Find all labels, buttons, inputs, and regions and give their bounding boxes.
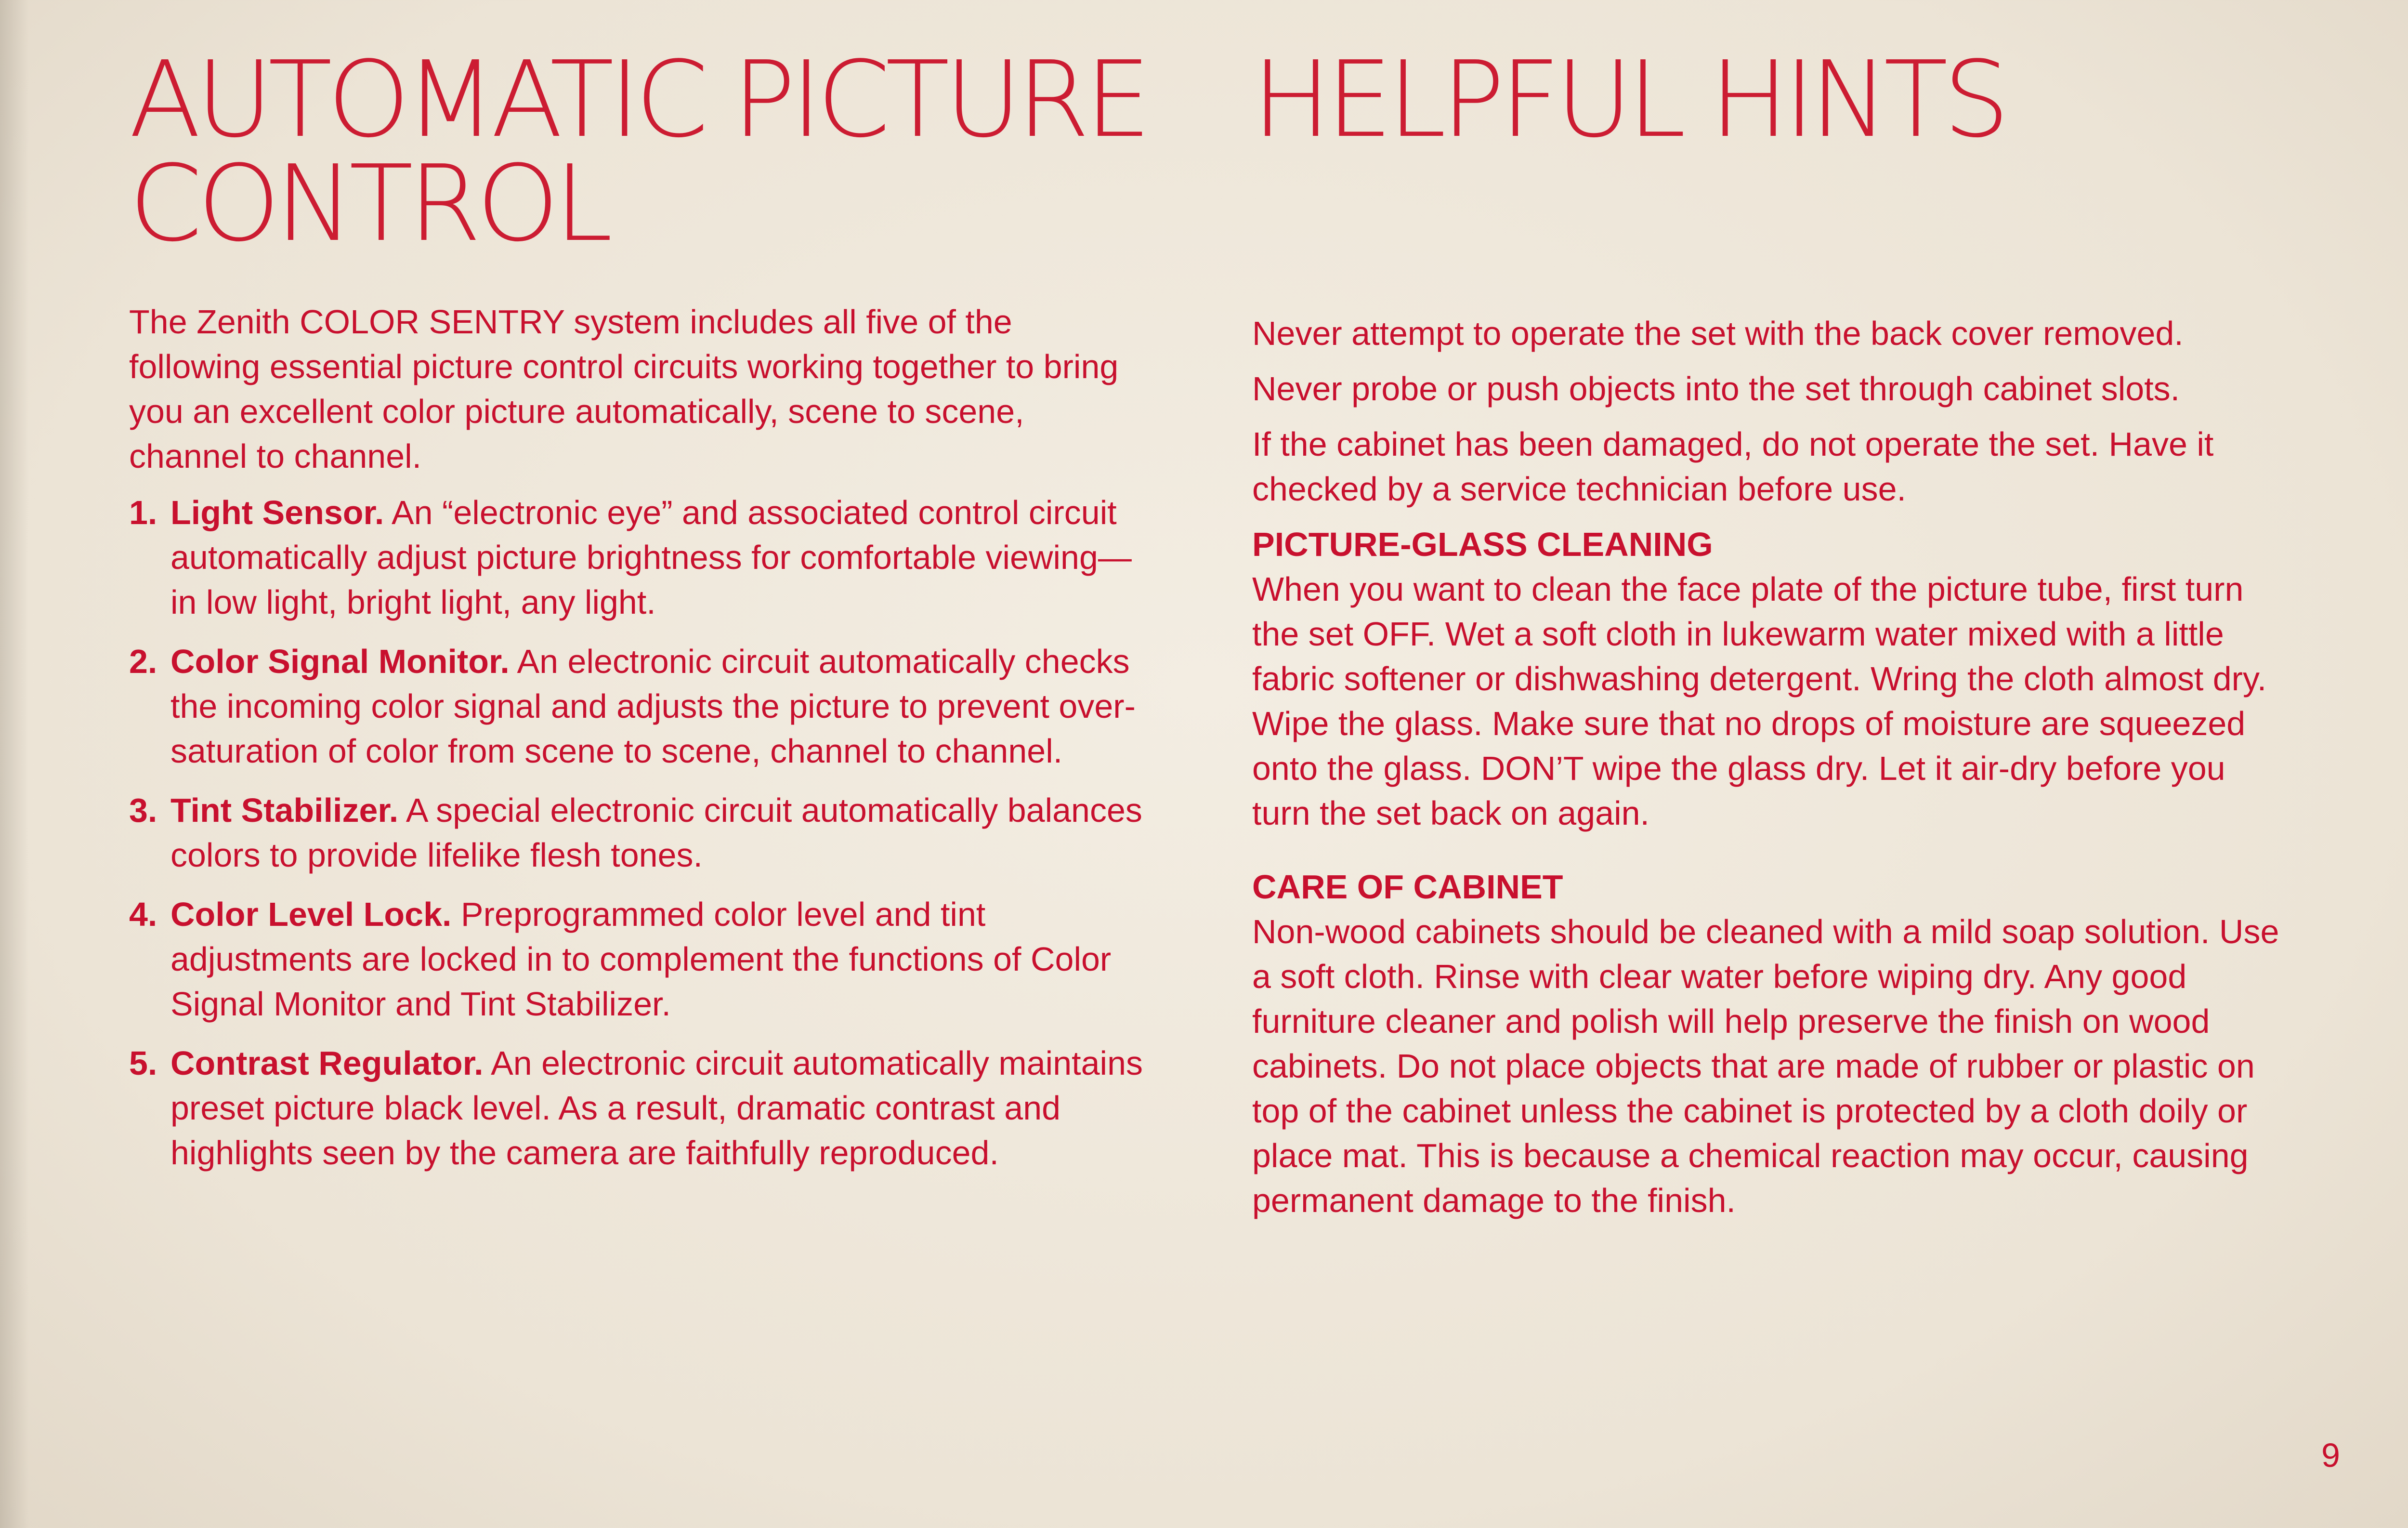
automatic-picture-control-title — [129, 39, 1150, 265]
care-of-cabinet-heading: CARE OF CABINET — [1252, 868, 1563, 906]
picture-glass-cleaning-heading: PICTURE-GLASS CLEANING — [1252, 526, 1713, 563]
intro-paragraph: The Zenith COLOR SENTRY system includes all five of the following essential picture control circuits working together to bring you an excellent color picture automatically, scene to scene, channel to channel. — [129, 303, 1119, 475]
right-column — [1252, 39, 2292, 1223]
item-term: Contrast Regulator. — [170, 1044, 484, 1082]
list-item — [129, 788, 1150, 878]
item-number: 1. — [129, 494, 157, 531]
item-term: Light Sensor. — [170, 494, 384, 531]
picture-glass-cleaning-text: When you want to clean the face plate of the picture tube, first turn the set OFF. Wet a soft cloth in lukewarm water mixed with a little fabric softener or dishwashing detergent. Wring the cloth almost dry. Wipe the glass. Make sure that no drops of moisture are squeezed onto the glass. DON’T wipe the glass dry. Let it air-dry before you turn the set back on again. — [1252, 570, 2267, 832]
item-term: Color Level Lock. — [170, 896, 452, 933]
item-text: An electronic circuit automatically checks the incoming color signal and adjusts the picture to prevent over-saturation of color from scene to scene, channel to channel. — [170, 643, 1136, 770]
page-number: 9 — [2321, 1436, 2340, 1474]
hint-paragraph: Never attempt to operate the set with the back cover removed. — [1252, 315, 2184, 352]
list-item — [129, 490, 1150, 625]
item-term: Color Signal Monitor. — [170, 643, 510, 680]
item-number: 2. — [129, 643, 157, 680]
list-item — [129, 639, 1150, 774]
list-item — [129, 1041, 1150, 1175]
item-text: An “electronic eye” and associated control circuit automatically adjust picture brightness for comfortable viewing—in low light, bright light, any light. — [170, 494, 1132, 621]
item-term: Tint Stabilizer. — [170, 791, 399, 829]
left-column — [129, 39, 1150, 1190]
care-of-cabinet-text: Non-wood cabinets should be cleaned with a mild soap solution. Use a soft cloth. Rinse with clear water before wiping dry. Any good furniture cleaner and polish will help preserve the finish on wood cabinets. Do not place objects that are made of rubber or plastic on top of the cabinet unless the cabinet is protected by a cloth doily or place mat. This is because a chemical reaction may occur, causing permanent damage to the finish. — [1252, 913, 2279, 1219]
title-line-2: CONTROL — [129, 143, 608, 265]
title-line-1: AUTOMATIC PICTURE — [129, 39, 1147, 161]
helpful-hints-title: HELPFUL HINTS — [1252, 39, 2005, 161]
item-number: 5. — [129, 1044, 157, 1082]
item-text: Preprogrammed color level and tint adjustments are locked in to complement the functions of Color Signal Monitor and Tint Stabilizer. — [170, 896, 1112, 1023]
item-number: 4. — [129, 896, 157, 933]
hint-paragraph: If the cabinet has been damaged, do not operate the set. Have it checked by a service technician before use. — [1252, 425, 2214, 508]
item-text: A special electronic circuit automatically balances colors to provide lifelike flesh tones. — [170, 791, 1142, 874]
item-number: 3. — [129, 791, 157, 829]
hint-paragraph: Never probe or push objects into the set through cabinet slots. — [1252, 370, 2180, 408]
hints-body — [1252, 311, 2292, 1223]
page-edge-shadow — [0, 0, 29, 1528]
item-text: An electronic circuit automatically maintains preset picture black level. As a result, dramatic contrast and highlights seen by the camera are faithfully reproduced. — [170, 1044, 1143, 1172]
list-item — [129, 892, 1150, 1027]
feature-list — [129, 490, 1150, 1175]
